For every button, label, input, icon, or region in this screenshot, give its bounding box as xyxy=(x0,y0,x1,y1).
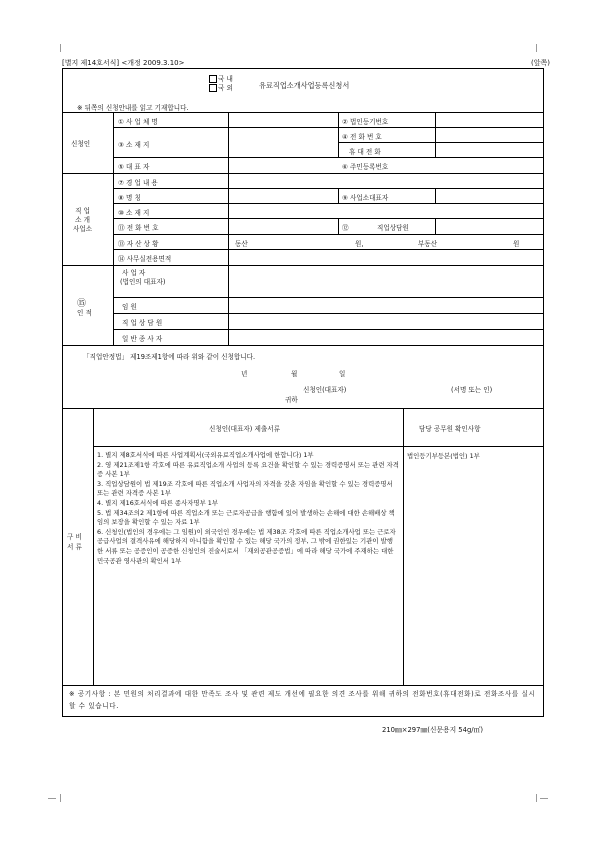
docs-side-label: 구 비 서 류 xyxy=(67,533,82,551)
docs-col2-head: 담당 공무원 확인사항 xyxy=(419,425,481,433)
paper-size: 210㎜×297㎜(신문용지 54g/㎡) xyxy=(382,726,484,734)
office-area-label: ⑭ 사무실전용면적 xyxy=(118,255,172,263)
list-item: 4. 별지 제16호서식에 따른 종사자명부 1부 xyxy=(97,498,219,507)
form-number: [별지 제14호서식] <개정 2009.3.10> xyxy=(62,59,185,67)
list-item: 3. 직업상담원이 법 제19조 각호에 따른 직업소개 사업자의 자격을 갖춘 자임을 확인할 수 있는 경력증명서 또는 관련 자격증 사본 1부 xyxy=(97,479,393,498)
address-label: ③ 소 재 지 xyxy=(118,141,150,149)
office-name-label: ⑧ 명 칭 xyxy=(118,194,141,202)
form-header xyxy=(62,58,550,68)
crop-mark xyxy=(60,794,61,802)
crop-mark xyxy=(540,798,548,799)
application-form xyxy=(62,68,544,717)
crop-mark xyxy=(536,794,537,802)
list-item: 2. 영 제21조제1항 각호에 따른 유료직업소개 사업의 등록 요건을 확인할 수 있는 경력증명서 또는 관련 자격증 사본 1부 xyxy=(97,460,399,479)
addressee: 귀하 xyxy=(285,396,298,404)
won-label: 원 xyxy=(513,240,520,248)
business-name-label: ① 사 업 체 명 xyxy=(118,118,158,126)
office-address-label: ⑩ 소 재 지 xyxy=(118,209,150,217)
officers-label: 임 원 xyxy=(122,303,137,311)
staff-label: 일 반 종 사 자 xyxy=(122,335,163,343)
public-notice: ※ 공기사항 : 본 민원의 처리결과에 대한 만족도 조사 및 관련 제도 개선에 필요한 의견 조사를 위해 귀하의 전화번호(휴대전화)로 전화조사를 실시할 수 있습니다. xyxy=(69,690,536,710)
phone-label: ④ 전 화 번 호 xyxy=(342,133,382,141)
domestic-option[interactable]: 국 내 xyxy=(209,75,233,84)
checkbox[interactable] xyxy=(209,84,217,92)
statement: 「직업안정법」 제19조제1항에 따라 위와 같이 신청합니다. xyxy=(83,353,256,361)
immovable-label: 부동산 xyxy=(418,240,438,248)
movable-label: 동산 xyxy=(235,240,248,248)
required-documents-list xyxy=(97,451,399,566)
date-month: 월 xyxy=(291,370,298,378)
crop-mark xyxy=(536,44,537,52)
date-year: 년 xyxy=(241,370,248,378)
notice: ※ 뒤쪽의 신청안내를 읽고 기재합니다. xyxy=(77,104,189,112)
business-content-label: ⑦ 경 업 내 용 xyxy=(118,179,158,187)
office-section-label: 직 업 소 개 사업소 xyxy=(73,207,93,233)
crop-mark xyxy=(48,798,56,799)
checkbox[interactable] xyxy=(209,75,217,83)
resident-no-label: ⑥ 주민등록번호 xyxy=(342,163,389,171)
counselors-label: 직 업 상 담 원 xyxy=(122,319,163,327)
personnel-number: ⑮ xyxy=(77,299,87,309)
office-rep-label: ⑨ 사업소대표자 xyxy=(342,194,389,202)
counselor-number: ⑫ xyxy=(342,224,349,232)
applicant-section-label: 신청인 xyxy=(71,140,91,148)
corp-reg-label: ② 법인등기번호 xyxy=(342,118,389,126)
personnel-label: 인 적 xyxy=(77,309,92,317)
page-side: (앞쪽) xyxy=(531,59,550,67)
foreign-option[interactable]: 국 외 xyxy=(209,84,233,93)
won-label: 원, xyxy=(355,240,364,248)
office-phone-label: ⑪ 전 화 번 호 xyxy=(118,224,159,232)
list-item: 6. 신청인(법인의 경우에는 그 임원)이 외국인인 경우에는 법 제38조 각호에 따른 직업소개사업 또는 근로자공급사업의 결격사유에 해당하지 아니함을 확인할 수 있는 해당 국가의 정부, 그 밖에 권한있는 기관이 발행한 서류 또는 공증인이 공증한 신청인의 진술서로서 「재외공관공증법」에 따라 해당 국가에 주재하는 대한민국공관 영사관의 확인서 1부 xyxy=(97,527,396,565)
official-check-item: 법인등기부등본(법인) 1부 xyxy=(407,452,480,460)
title-checkboxes xyxy=(209,75,233,93)
sign-note: (서명 또는 인) xyxy=(451,386,493,394)
counselor-label: 직업상담원 xyxy=(377,224,409,232)
representative-label: ⑤ 대 표 자 xyxy=(118,163,150,171)
assets-label: ⑬ 자 산 상 황 xyxy=(118,240,159,248)
docs-col1-head: 신청인(대표자) 제출서류 xyxy=(209,425,280,433)
form-title: 유료직업소개사업등록신청서 xyxy=(259,81,350,90)
signer-label: 신청인(대표자) xyxy=(303,386,347,394)
list-item: 5. 법 제34조의2 제1항에 따른 직업소개 또는 근로자공급을 행함에 있어 발생하는 손해에 대한 손해배상 책임의 보장을 확인할 수 있는 자료 1부 xyxy=(97,508,395,527)
date-day: 일 xyxy=(339,370,346,378)
owner-label: 사 업 자 xyxy=(122,269,146,277)
crop-mark xyxy=(60,44,61,52)
owner-sub-label: (법인의 대표자) xyxy=(120,278,166,286)
mobile-label: 휴 대 전 화 xyxy=(349,148,381,156)
list-item: 1. 별지 제8호서식에 따른 사업계획서(국외유료직업소개사업에 한합니다) 1부 xyxy=(97,451,314,459)
